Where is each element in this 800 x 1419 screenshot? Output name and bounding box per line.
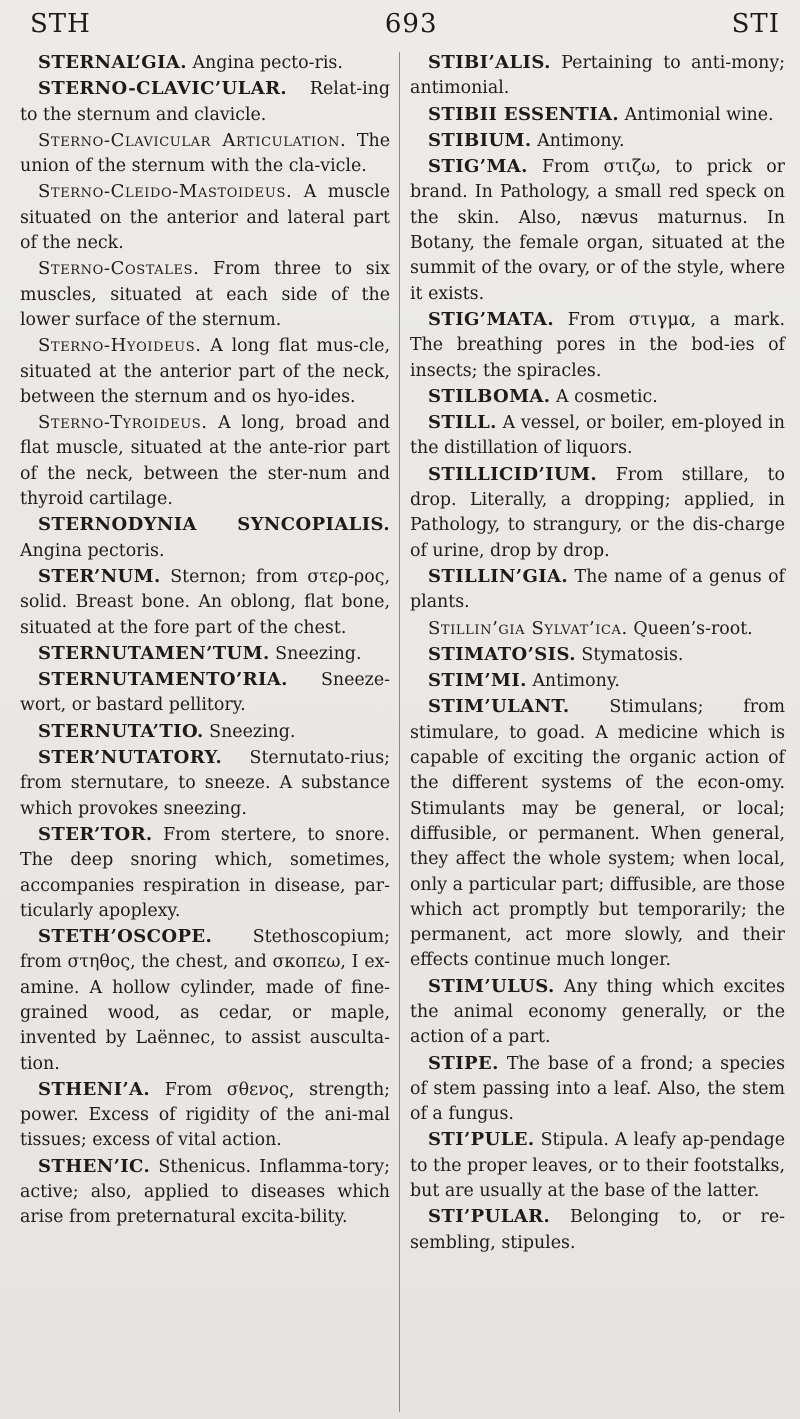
dictionary-entry bbox=[20, 641, 390, 667]
dictionary-entry bbox=[410, 668, 785, 694]
entry-headword: STETH’OSCOPE. bbox=[38, 926, 213, 948]
dictionary-entry bbox=[20, 667, 390, 719]
right-column bbox=[410, 50, 785, 1256]
dictionary-entry bbox=[20, 719, 390, 745]
page-number: 693 bbox=[384, 9, 438, 39]
entry-headword: STIMATO’SIS. bbox=[428, 643, 576, 665]
entry-definition: Sneezing. bbox=[269, 643, 362, 664]
entry-headword: STILL. bbox=[428, 412, 497, 434]
entry-headword: STIBIUM. bbox=[428, 129, 532, 151]
entry-definition: A cosmetic. bbox=[550, 386, 658, 407]
entry-definition: From stillare, to drop. Literally, a dropping; applied, in Pathology, to strangury, or the dis-charge of urine, drop by drop. bbox=[410, 464, 785, 561]
entry-definition: A muscle situated on the anterior and lateral part of the neck. bbox=[20, 182, 390, 254]
entry-headword: STIM’ULUS. bbox=[428, 975, 555, 997]
entry-definition: A long flat mus-cle, situated at the anterior part of the neck, between the sternum and os hyo-ides. bbox=[20, 336, 390, 407]
entry-definition: Stethoscopium; from στηθος, the chest, and σκοπεω, I ex-amine. A hollow cylinder, made of fine-grained wood, as cedar, or maple, invented by Laënnec, to assist ausculta-tion. bbox=[20, 927, 390, 1074]
entry-headword: STERNUTAMENTO’RIA. bbox=[38, 669, 288, 691]
dictionary-entry bbox=[410, 128, 785, 154]
dictionary-entry bbox=[20, 76, 390, 128]
entry-headword: STILBOMA. bbox=[428, 385, 551, 407]
dictionary-entry bbox=[20, 512, 390, 564]
entry-definition: The base of a frond; a species of stem passing into a leaf. Also, the stem of a fungus. bbox=[410, 1053, 785, 1125]
entry-definition: From στιγμα, a mark. The breathing pores in the bod-ies of insects; the spiracles. bbox=[410, 309, 785, 381]
entry-headword: STIG’MATA. bbox=[428, 308, 555, 330]
entry-definition: Antimony. bbox=[526, 671, 620, 692]
entry-definition: Antimonial wine. bbox=[619, 104, 774, 125]
entry-headword: STER’NUM. bbox=[38, 565, 161, 587]
entry-headword: Sterno-Costales. bbox=[38, 258, 200, 280]
dictionary-entry bbox=[20, 256, 390, 333]
dictionary-entry bbox=[410, 974, 785, 1051]
dictionary-entry bbox=[410, 1204, 785, 1256]
entry-headword: STILLICID’IUM. bbox=[428, 463, 598, 485]
dictionary-entry bbox=[410, 307, 785, 384]
entry-headword: Sterno-Clavicular Articulation. bbox=[38, 129, 347, 151]
entry-definition: Belonging to, or re-sembling, stipules. bbox=[410, 1207, 785, 1253]
entry-headword: STIG’MA. bbox=[428, 156, 528, 178]
entry-headword: STERNO-CLAVIC’ULAR. bbox=[38, 78, 288, 100]
dictionary-entry bbox=[410, 154, 785, 307]
entry-definition: Angina pecto-ris. bbox=[186, 53, 343, 73]
entry-headword: Sterno-Tyroideus. bbox=[38, 412, 208, 434]
entry-definition: Sternutato-rius; from sternutare, to sneeze. A substance which provokes sneezing. bbox=[20, 748, 390, 819]
entry-headword: STERNODYNIA SYNCOPIALIS. bbox=[38, 514, 390, 536]
entry-definition: From σθενος, strength; power. Excess of rigidity of the ani-mal tissues; excess of vital action. bbox=[20, 1079, 390, 1151]
entry-definition: Sneeze-wort, or bastard pellitory. bbox=[20, 670, 390, 716]
entry-definition: Stipula. A leafy ap-pendage to the proper leaves, or to their footstalks, but are usually at the base of the latter. bbox=[410, 1130, 785, 1202]
entry-definition: A vessel, or boiler, em-ployed in the distillation of liquors. bbox=[410, 413, 785, 459]
left-column bbox=[20, 50, 390, 1231]
entry-definition: Relat-ing to the sternum and clavicle. bbox=[20, 79, 390, 125]
entry-headword: STHEN’IC. bbox=[38, 1155, 151, 1177]
entry-definition: The name of a genus of plants. bbox=[410, 566, 785, 613]
entry-definition: A long, broad and flat muscle, situated at the ante-rior part of the neck, between the ster-num and thyroid cartilage. bbox=[20, 413, 390, 510]
entry-definition: The union of the sternum with the cla-vicle. bbox=[20, 130, 390, 177]
entry-headword: Sterno-Cleido-Mastoideus. bbox=[38, 181, 293, 203]
entry-headword: Sterno-Hyoideus. bbox=[38, 335, 202, 357]
dictionary-entry bbox=[20, 1077, 390, 1154]
dictionary-entry bbox=[410, 384, 785, 410]
entry-definition: Stimulans; from stimulare, to goad. A medicine which is capable of exciting the organic action of the different systems of the econ-omy. Stimulants may be general, or local; diffusible, or permanent. When general, they affect the whole system; when local, only a particular part; diffusible, are those which act promptly but temporarily; the permanent, act more slowly, and their effects continue much longer. bbox=[410, 697, 785, 971]
dictionary-entry bbox=[410, 1127, 785, 1204]
header-right-guideword: STI bbox=[731, 9, 780, 39]
entry-definition: From στιζω, to prick or brand. In Pathology, a small red speck on the skin. Also, nævus maturnus. In Botany, the female organ, situated at the summit of the ovary, or of the style, where it exists. bbox=[410, 157, 785, 304]
entry-headword: STIBII ESSENTIA. bbox=[428, 103, 620, 125]
dictionary-entry bbox=[410, 564, 785, 616]
entry-definition: Queen’s-root. bbox=[627, 618, 753, 639]
dictionary-entry bbox=[410, 410, 785, 462]
dictionary-entry bbox=[410, 694, 785, 973]
dictionary-entry bbox=[410, 642, 785, 668]
dictionary-entry bbox=[20, 410, 390, 512]
dictionary-entry bbox=[20, 50, 390, 76]
dictionary-entry bbox=[410, 616, 785, 642]
dictionary-entry bbox=[410, 102, 785, 128]
entry-headword: STERNUTAMEN’TUM. bbox=[38, 642, 270, 664]
entry-headword: STER’TOR. bbox=[38, 823, 153, 845]
header-left-guideword: STH bbox=[30, 9, 91, 39]
entry-headword: STERNUTA’TIO. bbox=[38, 720, 204, 742]
entry-headword: STER’NUTATORY. bbox=[38, 747, 223, 769]
dictionary-entry bbox=[20, 564, 390, 641]
entry-definition: Any thing which excites the animal economy generally, or the action of a part. bbox=[410, 976, 785, 1048]
entry-headword: STIM’MI. bbox=[428, 670, 527, 692]
entry-definition: Angina pectoris. bbox=[20, 540, 165, 561]
entry-definition: Antimony. bbox=[531, 130, 625, 151]
column-divider bbox=[399, 52, 400, 1412]
dictionary-entry bbox=[410, 50, 785, 102]
entry-headword: STHENI’A. bbox=[38, 1078, 151, 1100]
entry-headword: STIM’ULANT. bbox=[428, 696, 570, 718]
entry-headword: STERNAL’GIA. bbox=[38, 52, 187, 73]
entry-headword: STILLIN’GIA. bbox=[428, 565, 569, 587]
dictionary-entry bbox=[20, 179, 390, 256]
entry-definition: From three to six muscles, situated at each side of the lower surface of the sternum. bbox=[20, 259, 390, 330]
entry-definition: From stertere, to snore. The deep snoring which, sometimes, accompanies respiration in disease, par-ticularly apoplexy. bbox=[20, 824, 390, 921]
entry-definition: Pertaining to anti-mony; antimonial. bbox=[410, 53, 785, 99]
dictionary-entry bbox=[20, 1154, 390, 1231]
entry-headword: STIPE. bbox=[428, 1052, 499, 1074]
entry-definition: Sthenicus. Inflamma-tory; active; also, applied to diseases which arise from preternatural excita-bility. bbox=[20, 1156, 390, 1228]
entry-definition: Stymatosis. bbox=[575, 644, 684, 665]
dictionary-entry bbox=[410, 462, 785, 564]
dictionary-entry bbox=[20, 924, 390, 1077]
entry-headword: STIBI’ALIS. bbox=[428, 52, 551, 73]
dictionary-entry bbox=[20, 333, 390, 410]
dictionary-entry bbox=[20, 822, 390, 924]
entry-headword: Stillin’gia Sylvat’ica. bbox=[428, 617, 628, 639]
dictionary-entry bbox=[20, 128, 390, 180]
running-header bbox=[30, 6, 780, 42]
dictionary-entry bbox=[410, 1051, 785, 1128]
entry-headword: STI’PULAR. bbox=[428, 1206, 551, 1228]
entry-definition: Sternon; from στερ-ρος, solid. Breast bone. An oblong, flat bone, situated at the fore part of the chest. bbox=[20, 566, 390, 638]
dictionary-entry bbox=[20, 745, 390, 822]
entry-definition: Sneezing. bbox=[203, 721, 296, 742]
entry-headword: STI’PULE. bbox=[428, 1129, 535, 1151]
